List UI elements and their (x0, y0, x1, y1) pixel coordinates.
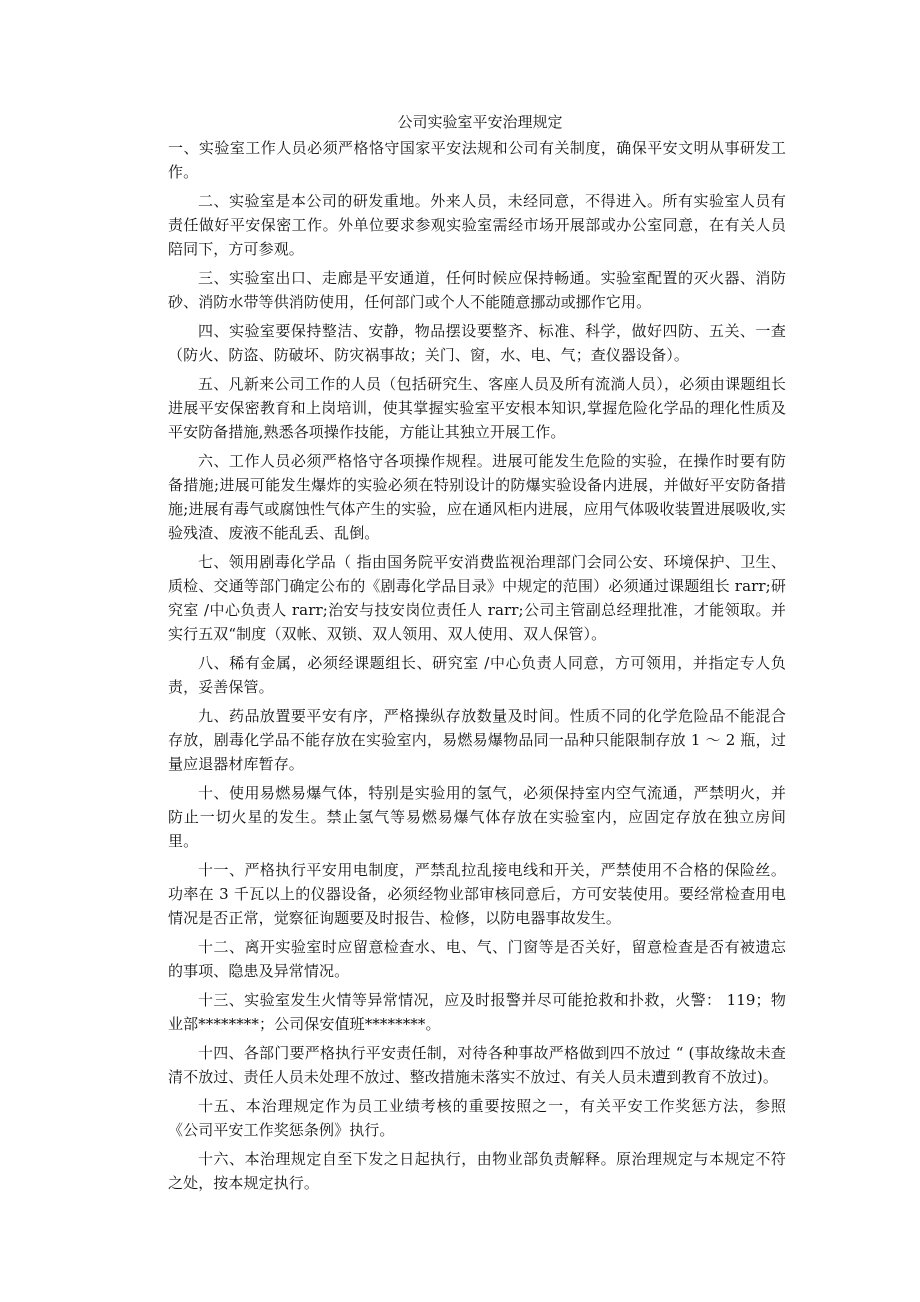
paragraph-12: 十二、离开实验室时应留意检查水、电、气、门窗等是否关好，留意检查是否有被遗忘的事项、隐患及异常情况。 (168, 938, 786, 980)
paragraph-14: 十四、各部门要严格执行平安责任制，对待各种事故严格做到四不放过 “ (事故缘故未查清不放过、责任人员未处理不放过、整改措施未落实不放过、有关人员未遭到教育不放过)。 (168, 1044, 786, 1086)
paragraph-5: 五、凡新来公司工作的人员（包括研究生、客座人员及所有流淌人员），必须由课题组长进展平安保密教育和上岗培训，使其掌握实验室平安根本知识,掌握危险化学品的理化性质及平安防备措施,熟悉各项操作技能，方能让其独立开展工作。 (168, 375, 786, 441)
paragraph-3: 三、实验室出口、走廊是平安通道，任何时候应保持畅通。实验室配置的灭火器、消防砂、消防水带等供消防使用，任何部门或个人不能随意挪动或挪作它用。 (168, 269, 786, 311)
paragraph-10: 十、使用易燃易爆气体，特别是实验用的氢气，必须保持室内空气流通，严禁明火，并防止一切火星的发生。禁止氢气等易燃易爆气体存放在实验室内，应固定存放在独立房间里。 (168, 784, 786, 850)
paragraph-13: 十三、实验室发生火情等异常情况，应及时报警并尽可能抢救和扑救，火警： 119；物业部********；公司保安值班********。 (168, 991, 786, 1033)
paragraph-9: 九、药品放置要平安有序，严格操纵存放数量及时间。性质不同的化学危险品不能混合存放，剧毒化学品不能存放在实验室内，易燃易爆物品同一品种只能限制存放 1 ～ 2 瓶，过量应退器材库暂存。 (168, 707, 786, 773)
paragraph-16: 十六、本治理规定自至下发之日起执行，由物业部负责解释。原治理规定与本规定不符之处，按本规定执行。 (168, 1150, 786, 1192)
paragraph-7: 七、领用剧毒化学品（ 指由国务院平安消费监视治理部门会同公安、环境保护、卫生、质检、交通等部门确定公布的《剧毒化学品目录》中规定的范围）必须通过课题组长 rarr;研究室 /中心负责人 rarr;治安与技安岗位责任人 rarr;公司主管副总经理批准，才能领取。并实行五双“制度（双帐、双锁、双人领用、双人使用、双人保管）。 (168, 553, 786, 643)
paragraph-4: 四、实验室要保持整洁、安静，物品摆设要整齐、标准、科学，做好四防、五关、一查（防火、防盗、防破坏、防灾祸事故；关门、窗，水、电、气；查仪器设备）。 (168, 322, 786, 364)
document-title: 公司实验室平安治理规定 (397, 113, 563, 131)
paragraph-6: 六、工作人员必须严格恪守各项操作规程。进展可能发生危险的实验，在操作时要有防备措施;进展可能发生爆炸的实验必须在特别设计的防爆实验设备内进展，并做好平安防备措施;进展有毒气或腐蚀性气体产生的实验，应在通风柜内进展，应用气体吸收装置进展吸收,实验残渣、废液不能乱丢、乱倒。 (168, 452, 786, 542)
document-page (168, 110, 786, 1200)
paragraph-8: 八、稀有金属，必须经课题组长、研究室 /中心负责人同意，方可领用，并指定专人负责，妥善保管。 (168, 654, 786, 696)
paragraph-15: 十五、本治理规定作为员工业绩考核的重要按照之一，有关平安工作奖惩方法，参照《公司平安工作奖惩条例》执行。 (168, 1097, 786, 1139)
paragraph-11: 十一、严格执行平安用电制度，严禁乱拉乱接电线和开关，严禁使用不合格的保险丝。功率在 3 千瓦以上的仪器设备，必须经物业部审核同意后，方可安装使用。要经常检查用电情况是否正常，觉察征询题要及时报告、检修，以防电器事故发生。 (168, 861, 786, 927)
paragraph-1: 一、实验室工作人员必须严格恪守国家平安法规和公司有关制度，确保平安文明从事研发工作。 (168, 139, 786, 181)
paragraph-2: 二、实验室是本公司的研发重地。外来人员，未经同意，不得进入。所有实验室人员有责任做好平安保密工作。外单位要求参观实验室需经市场开展部或办公室同意，在有关人员陪同下，方可参观。 (168, 192, 786, 258)
